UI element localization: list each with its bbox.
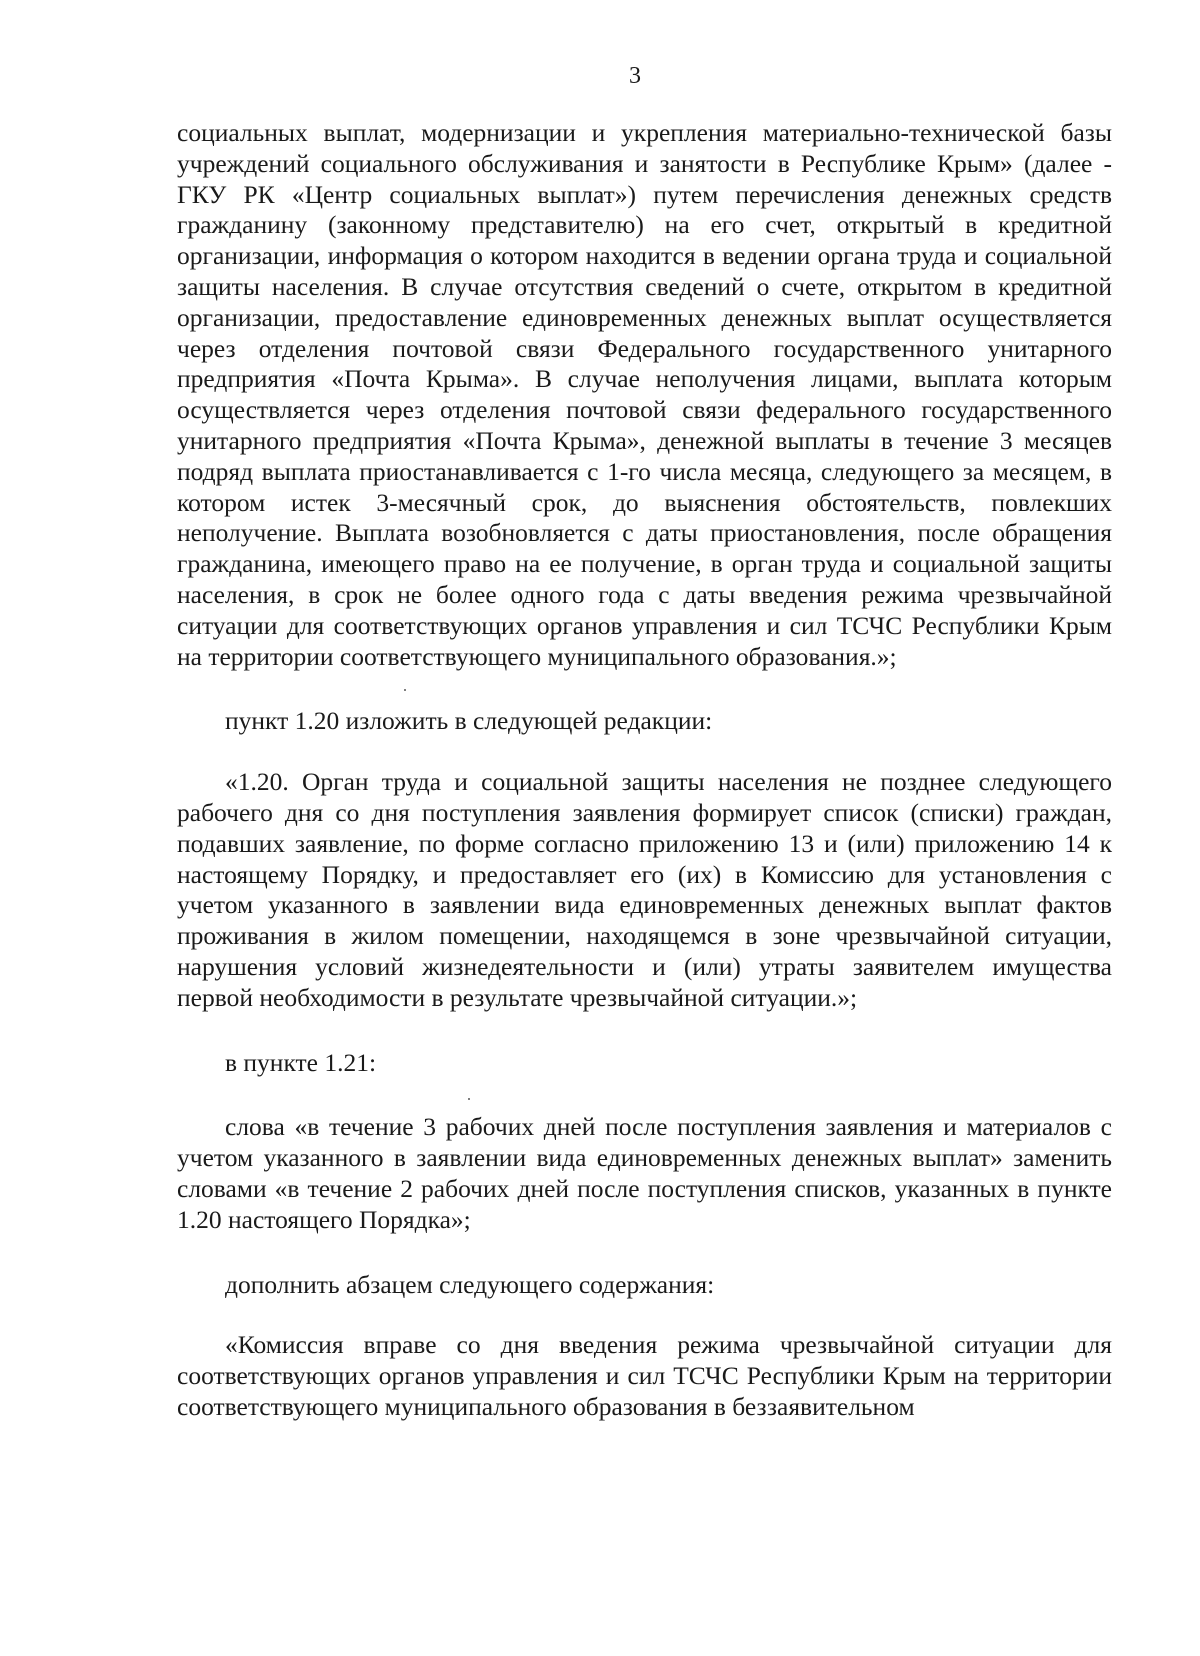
document-body [177, 118, 1112, 1423]
paragraph-point-1-21-intro: в пункте 1.21: [225, 1047, 377, 1077]
paragraph-point-1-20-text: «1.20. Орган труда и социальной защиты населения не позднее следующего рабочего дня со дня поступления заявления формирует список (списки) граждан, подавших заявление, по форме согласно приложению 13 и (или) приложению 14 к настоящему Порядку, и предоставляет его (их) в Комиссию для установления с учетом указанного в заявлении вида единовременных денежных выплат фактов проживания в жилом помещении, находящемся в зоне чрезвычайной ситуации, нарушения условий жизнедеятельности и (или) утраты заявителем имущества первой необходимости в результате чрезвычайной ситуации.»; [177, 767, 1112, 1012]
scan-speck [468, 1098, 470, 1100]
paragraph-words-replacement: слова «в течение 3 рабочих дней после поступления заявления и материалов с учетом указанного в заявлении вида единовременных денежных выплат» заменить словами «в течение 2 рабочих дней после поступления списков, указанных в пункте 1.20 настоящего Порядка»; [177, 1112, 1112, 1234]
page-number: 3 [629, 63, 641, 89]
paragraph-add-clause-intro: дополнить абзацем следующего содержания: [225, 1269, 715, 1299]
paragraph-continuation: социальных выплат, модернизации и укрепления материально-технической базы учреждений социального обслуживания и занятости в Республике Крым» (далее - ГКУ РК «Центр социальных выплат») путем перечисления денежных средств гражданину (законному представителю) на его счет, открытый в кредитной организации, информация о котором находится в ведении органа труда и социальной защиты населения. В случае отсутствия сведений о счете, открытом в кредитной организации, предоставление единовременных денежных выплат осуществляется через отделения почтовой связи Федерального государственного унитарного предприятия «Почта Крыма». В случае неполучения лицами, выплата которым осуществляется через отделения почтовой связи федерального государственного унитарного предприятия «Почта Крыма», денежной выплаты в течение 3 месяцев подряд выплата приостанавливается с 1-го числа месяца, следующего за месяцем, в котором истек 3-месячный срок, до выяснения обстоятельств, повлекших неполучение. Выплата возобновляется с даты приостановления, после обращения гражданина, имеющего право на ее получение, в орган труда и социальной защиты населения, в срок не более одного года с даты введения режима чрезвычайной ситуации для соответствующих органов управления и сил ТСЧС Республики Крым на территории соответствующего муниципального образования.»; [177, 118, 1112, 671]
scan-speck [404, 689, 406, 691]
paragraph-commission-text: «Комиссия вправе со дня введения режима чрезвычайной ситуации для соответствующих органов управления и сил ТСЧС Республики Крым на территории соответствующего муниципального образования в беззаявительном [177, 1330, 1112, 1421]
paragraph-point-1-20-intro: пункт 1.20 изложить в следующей редакции: [225, 706, 713, 736]
